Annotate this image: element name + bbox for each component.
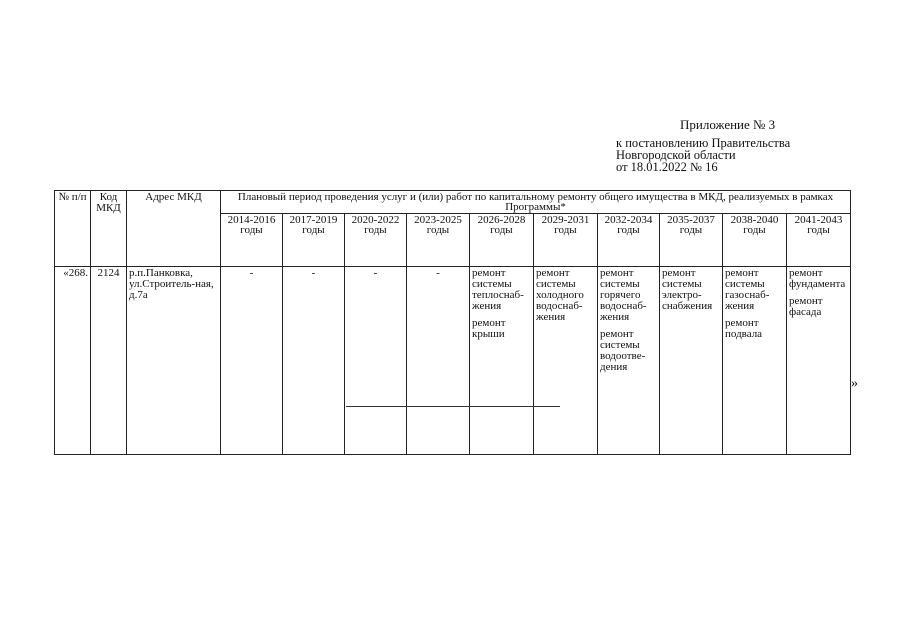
period-cell <box>470 267 534 455</box>
work-item: - <box>249 267 254 279</box>
period-cell <box>345 267 407 455</box>
work-item: ремонт фасада <box>789 295 823 318</box>
period-cell <box>283 267 345 455</box>
period-cell <box>660 267 723 455</box>
period-header: 2032-2034 годы <box>598 214 660 267</box>
building-address: р.п.Панковка, ул.Строитель-ная, д.7а <box>127 267 221 455</box>
row-number: «268. <box>55 267 91 455</box>
period-header: 2017-2019 годы <box>283 214 345 267</box>
work-item: - <box>373 267 378 279</box>
work-item: ремонт системы водоотве-дения <box>600 328 646 373</box>
header-line-1: к постановлению Правительства <box>616 136 791 150</box>
work-item: ремонт системы газоснаб-жения <box>725 267 770 312</box>
period-header: 2014-2016 годы <box>221 214 283 267</box>
period-header: 2020-2022 годы <box>345 214 407 267</box>
repair-plan-table <box>54 190 851 455</box>
work-item: ремонт системы холодного водоснаб-жения <box>536 267 584 323</box>
work-item: ремонт крыши <box>472 317 506 340</box>
work-item: ремонт системы теплоснаб-жения <box>472 267 524 312</box>
period-header: 2035-2037 годы <box>660 214 723 267</box>
header-line-3: от 18.01.2022 № 16 <box>616 160 718 174</box>
work-item: ремонт подвала <box>725 317 763 340</box>
work-item: - <box>311 267 316 279</box>
document-header <box>616 119 846 173</box>
col-header-code: Код МКД <box>91 191 127 267</box>
period-header: 2038-2040 годы <box>723 214 787 267</box>
divider-line <box>346 406 560 407</box>
period-header: 2023-2025 годы <box>407 214 470 267</box>
table-row <box>55 267 851 455</box>
closing-quote: » <box>851 376 858 391</box>
col-header-address: Адрес МКД <box>127 191 221 267</box>
period-header: 2026-2028 годы <box>470 214 534 267</box>
work-item: ремонт системы горячего водоснаб-жения <box>600 267 647 323</box>
building-code: 2124 <box>91 267 127 455</box>
appendix-title: Приложение № 3 <box>680 117 776 132</box>
period-header: 2041-2043 годы <box>787 214 851 267</box>
period-cell <box>723 267 787 455</box>
period-cell <box>787 267 851 455</box>
period-cell <box>407 267 470 455</box>
col-header-plan-period: Плановый период проведения услуг и (или) работ по капитальному ремонту общего имущества в МКД, реализуемых в рамках Программы* <box>221 191 851 214</box>
col-header-num: № п/п <box>55 191 91 267</box>
work-item: - <box>436 267 440 279</box>
period-cell <box>221 267 283 455</box>
work-item: ремонт системы электро-снабжения <box>662 267 713 312</box>
period-cell <box>534 267 598 455</box>
period-cell <box>598 267 660 455</box>
header-line-2: Новгородской области <box>616 148 736 162</box>
work-item: ремонт фундамента <box>789 267 846 290</box>
period-header: 2029-2031 годы <box>534 214 598 267</box>
